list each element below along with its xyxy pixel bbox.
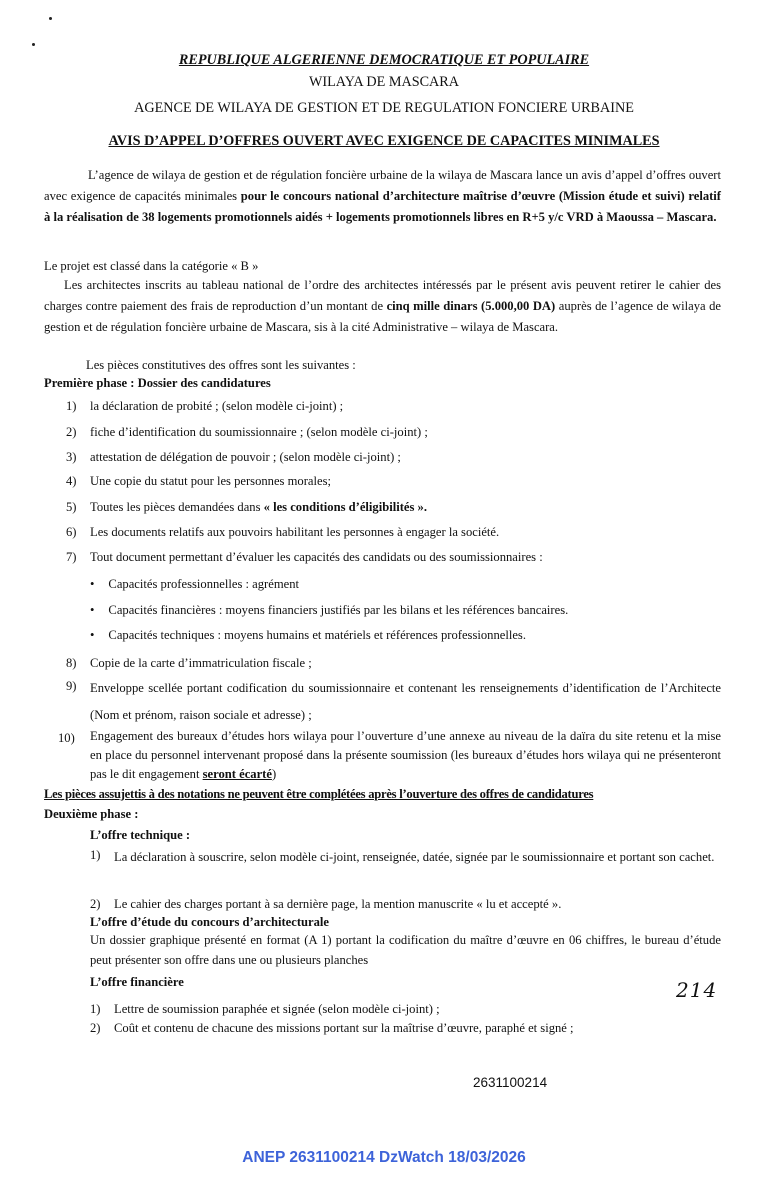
list-item: 1) La déclaration à souscrire, selon modèle ci-joint, renseignée, datée, signée par le soumissionnaire et portant son cachet. bbox=[90, 848, 715, 864]
bullet-dot-icon: • bbox=[90, 577, 95, 591]
list-item: 9) Enveloppe scellée portant codification du soumissionnaire et contenant les renseignements d’identification de l’Architecte (Nom et prénom, raison sociale et adresse) ; bbox=[66, 679, 721, 722]
technical-offer-title: L’offre technique : bbox=[90, 828, 191, 842]
withdrawal-text: Les architectes inscrits au tableau national de l’ordre des architectes intéressés par le présent avis peuvent retirer le cahier des charges contre paiement des frais de reproduction d’un montant de bbox=[44, 278, 721, 313]
phase2-title: Deuxième phase : bbox=[44, 807, 139, 821]
intro-text: L’agence de wilaya de gestion et de régulation foncière urbaine de la wilaya de Mascara lance un avis d’appel d’offres ouvert avec exigence de capacités minimales bbox=[44, 168, 721, 203]
study-offer-text: Un dossier graphique présenté en format (A 1) portant la codification du maître d’œuvre en 06 chiffres, le bureau d’étude peut présenter son offre dans une ou plusieurs planches bbox=[90, 933, 721, 967]
reference-number: 2631100214 bbox=[473, 1075, 548, 1090]
withdrawal-text-end: auprès de l’agence de wilaya de gestion et de régulation foncière urbaine de Mascara, sis à la cité Administrative – wilaya de Mascara. bbox=[44, 299, 721, 334]
study-offer-title: L’offre d’étude du concours d’architecturale bbox=[90, 915, 330, 929]
project-category: Le projet est classé dans la catégorie « B » bbox=[44, 259, 259, 273]
eligibility-conditions: « les conditions d’éligibilités ». bbox=[263, 500, 428, 514]
bullet-dot-icon: • bbox=[90, 603, 95, 617]
withdrawal-paragraph bbox=[44, 275, 721, 338]
warning-note: Les pièces assujettis à des notations ne peuvent être complétées après l’ouverture des offres de candidatures bbox=[44, 787, 594, 801]
pieces-intro: Les pièces constitutives des offres sont les suivantes : bbox=[86, 358, 356, 372]
notice-title: AVIS D’APPEL D’OFFRES OUVERT AVEC EXIGENCE DE CAPACITES MINIMALES bbox=[108, 133, 660, 149]
bullet-dot-icon: • bbox=[90, 628, 95, 642]
document-page: REPUBLIQUE ALGERIENNE DEMOCRATIQUE ET POPULAIRE WILAYA DE MASCARA AGENCE DE WILAYA DE GESTION ET DE REGULATION FONCIERE URBAINE AVIS D’APPEL D’OFFRES OUVERT AVEC EXIGENCE DE CAPACITES MINIMALES L’agence de wilaya de gestion et de régulation foncière urbaine de la wilaya de Mascara lance un avis d’appel d’offres ouvert avec exigence de capacités minimales pour le concours national d’architecture maîtrise d’œuvre (Mission étude et suivi) relatif à la réalisation de 38 logements promotionnels aidés + logements promotionnels libres en R+5 y/c VRD à Maoussa – Mascara. Le projet est classé dans la catégorie « B » Les architectes inscrits au tableau national de l’ordre des architectes intéressés par le présent avis peuvent retirer le cahier des charges contre paiement des frais de reproduction d’un montant de cinq mille dinars (5.000,00 DA) auprès de l’agence de wilaya de gestion et de régulation foncière urbaine de Mascara, sis à la cité Administrative – wilaya de Mascara. Les pièces constitutives des offres sont les suivantes : Première phase : Dossier des candidatures 1) la déclaration de probité ; (selon modèle ci-joint) ; 2) fiche d’identification du soumissionnaire ; (selon modèle ci-joint) ; 3) attestation de délégation de pouvoir ; (selon modèle ci-joint) ; 4) Une copie du statut pour les personnes morales; 5) Toutes les pièces demandées dans « les conditions d’éligibilités ». 6) Les documents relatifs aux pouvoirs habilitant les personnes à engager la société. 7) Tout document permettant d’évaluer les capacités des candidats ou des soumissionnaires : • Capacités professionnelles : agrément • Capacités financières : moyens financiers justifiés par les bilans et les références bancaires. • Capacités techniques : moyens humains et matériels et références professionnelles. 8) Copie de la carte d’immatriculation fiscale ; 9) Enveloppe scellée portant codification du soumissionnaire et contenant les renseignements d’identification de l’Architecte (Nom et prénom, raison sociale et adresse) ; 10) Engagement des bureaux d’études hors wilaya pour l’ouverture d’une annexe au niveau de la daïra du site retenu et la mise en place du personnel intervenant proposé dans la présente soumission (les bureaux d’études hors wilaya qui ne présenteront pas le dit engagement seront écarté) Les pièces assujettis à des notations ne peuvent être complétées après l’ouverture des offres de candidatures Deuxième phase : L’offre technique : 1) La déclaration à souscrire, selon modèle ci-joint, renseignée, datée, signée par le soumissionnaire et portant son cachet. 2) Le cahier des charges portant à sa dernière page, la mention manuscrite « lu et accepté ». L’offre d’étude du concours d’architecturale Un dossier graphique présenté en format (A 1) portant la codification du maître d’œuvre en 06 chiffres, le bureau d’étude peut présenter son offre dans une ou plusieurs planches L’offre financière 214 1) Lettre de soumission paraphée et signée (selon modèle ci-joint) ; 2) Coût et contenu de chacune des missions portant sur la maîtrise d’œuvre, paraphé et signé ; 2631100214 ANEP 2631100214 DzWatch 18/03/2026 bbox=[0, 0, 768, 1183]
wilaya-heading: WILAYA DE MASCARA bbox=[308, 74, 460, 90]
footer-stamp: ANEP 2631100214 DzWatch 18/03/2026 bbox=[242, 1149, 526, 1166]
agency-heading: AGENCE DE WILAYA DE GESTION ET DE REGULATION FONCIERE URBAINE bbox=[134, 100, 634, 116]
phase1-title: Première phase : Dossier des candidatures bbox=[44, 376, 271, 390]
scan-speck bbox=[32, 43, 35, 46]
financial-offer-title: L’offre financière bbox=[90, 975, 184, 989]
fee-amount: cinq mille dinars (5.000,00 DA) bbox=[386, 299, 556, 313]
scan-speck bbox=[49, 17, 52, 20]
bullet-item: • Capacités techniques : moyens humains et matériels et références professionnelles. bbox=[90, 628, 526, 642]
handwritten-number: 214 bbox=[676, 978, 718, 1002]
bullet-item: • Capacités professionnelles : agrément bbox=[90, 577, 300, 591]
bullet-item: • Capacités financières : moyens financiers justifiés par les bilans et les références bancaires. bbox=[90, 603, 569, 617]
list-item: 10) Engagement des bureaux d’études hors wilaya pour l’ouverture d’une annexe au niveau de la daïra du site retenu et la mise en place du personnel intervenant proposé dans la présente soumission (les bureaux d’études hors wilaya qui ne présenteront pas le dit engagement seront écarté) bbox=[58, 729, 721, 781]
intro-bold-text: pour le concours national d’architecture maîtrise d’œuvre (Mission étude et suivi) relatif à la réalisation de 38 logements promotionnels aidés + logements promotionnels libres en R+5 y/c VRD à Maoussa – Mascara. bbox=[44, 189, 722, 224]
intro-paragraph bbox=[44, 165, 721, 228]
republic-heading: REPUBLIQUE ALGERIENNE DEMOCRATIQUE ET POPULAIRE bbox=[178, 52, 590, 68]
rejection-note: seront écarté bbox=[202, 767, 272, 781]
